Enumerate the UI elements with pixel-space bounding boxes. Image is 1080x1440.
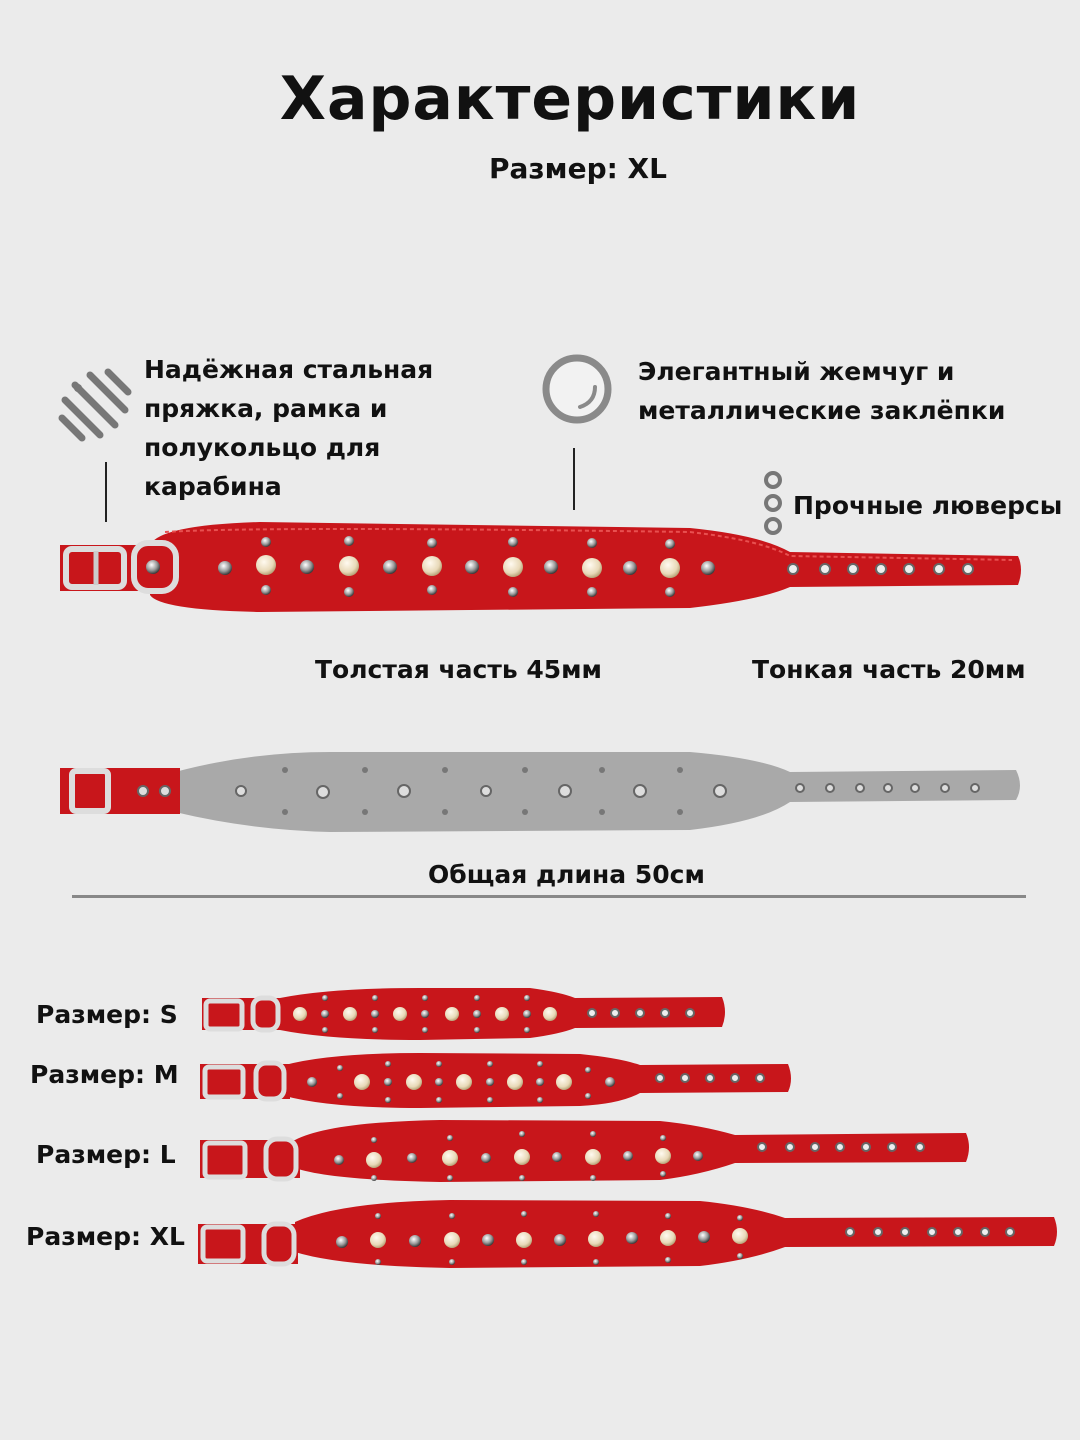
pointer-line-buckle	[105, 462, 107, 522]
pointer-line-pearls	[573, 448, 575, 510]
thick-part-caption: Толстая часть 45мм	[315, 655, 602, 684]
page-title: Характеристики	[279, 64, 861, 134]
collar-size-xl	[198, 1200, 1057, 1268]
size-label-xl: Размер: XL	[26, 1222, 185, 1251]
buckle-icon	[50, 360, 140, 450]
feature-buckle-text: Надёжная стальная пряжка, рамка и полукольцо для карабина	[144, 355, 434, 501]
thin-part-caption: Тонкая часть 20мм	[752, 655, 1026, 684]
pearl-icon	[540, 352, 614, 426]
grommet-icon	[760, 470, 786, 536]
collar-size-l	[200, 1120, 969, 1182]
feature-grommets-text: Прочные люверсы	[793, 491, 1063, 520]
feature-pearls-text: Элегантный жемчуг и металлические заклёпки	[638, 357, 1006, 425]
total-length-caption: Общая длина 50см	[428, 860, 705, 889]
section-divider	[72, 895, 1026, 898]
size-label-m: Размер: M	[30, 1060, 179, 1089]
size-label-s: Размер: S	[36, 1000, 178, 1029]
collar-size-m	[200, 1053, 791, 1108]
size-label-l: Размер: L	[36, 1140, 176, 1169]
collar-size-s	[202, 988, 725, 1040]
page-subtitle: Размер: XL	[489, 152, 667, 185]
